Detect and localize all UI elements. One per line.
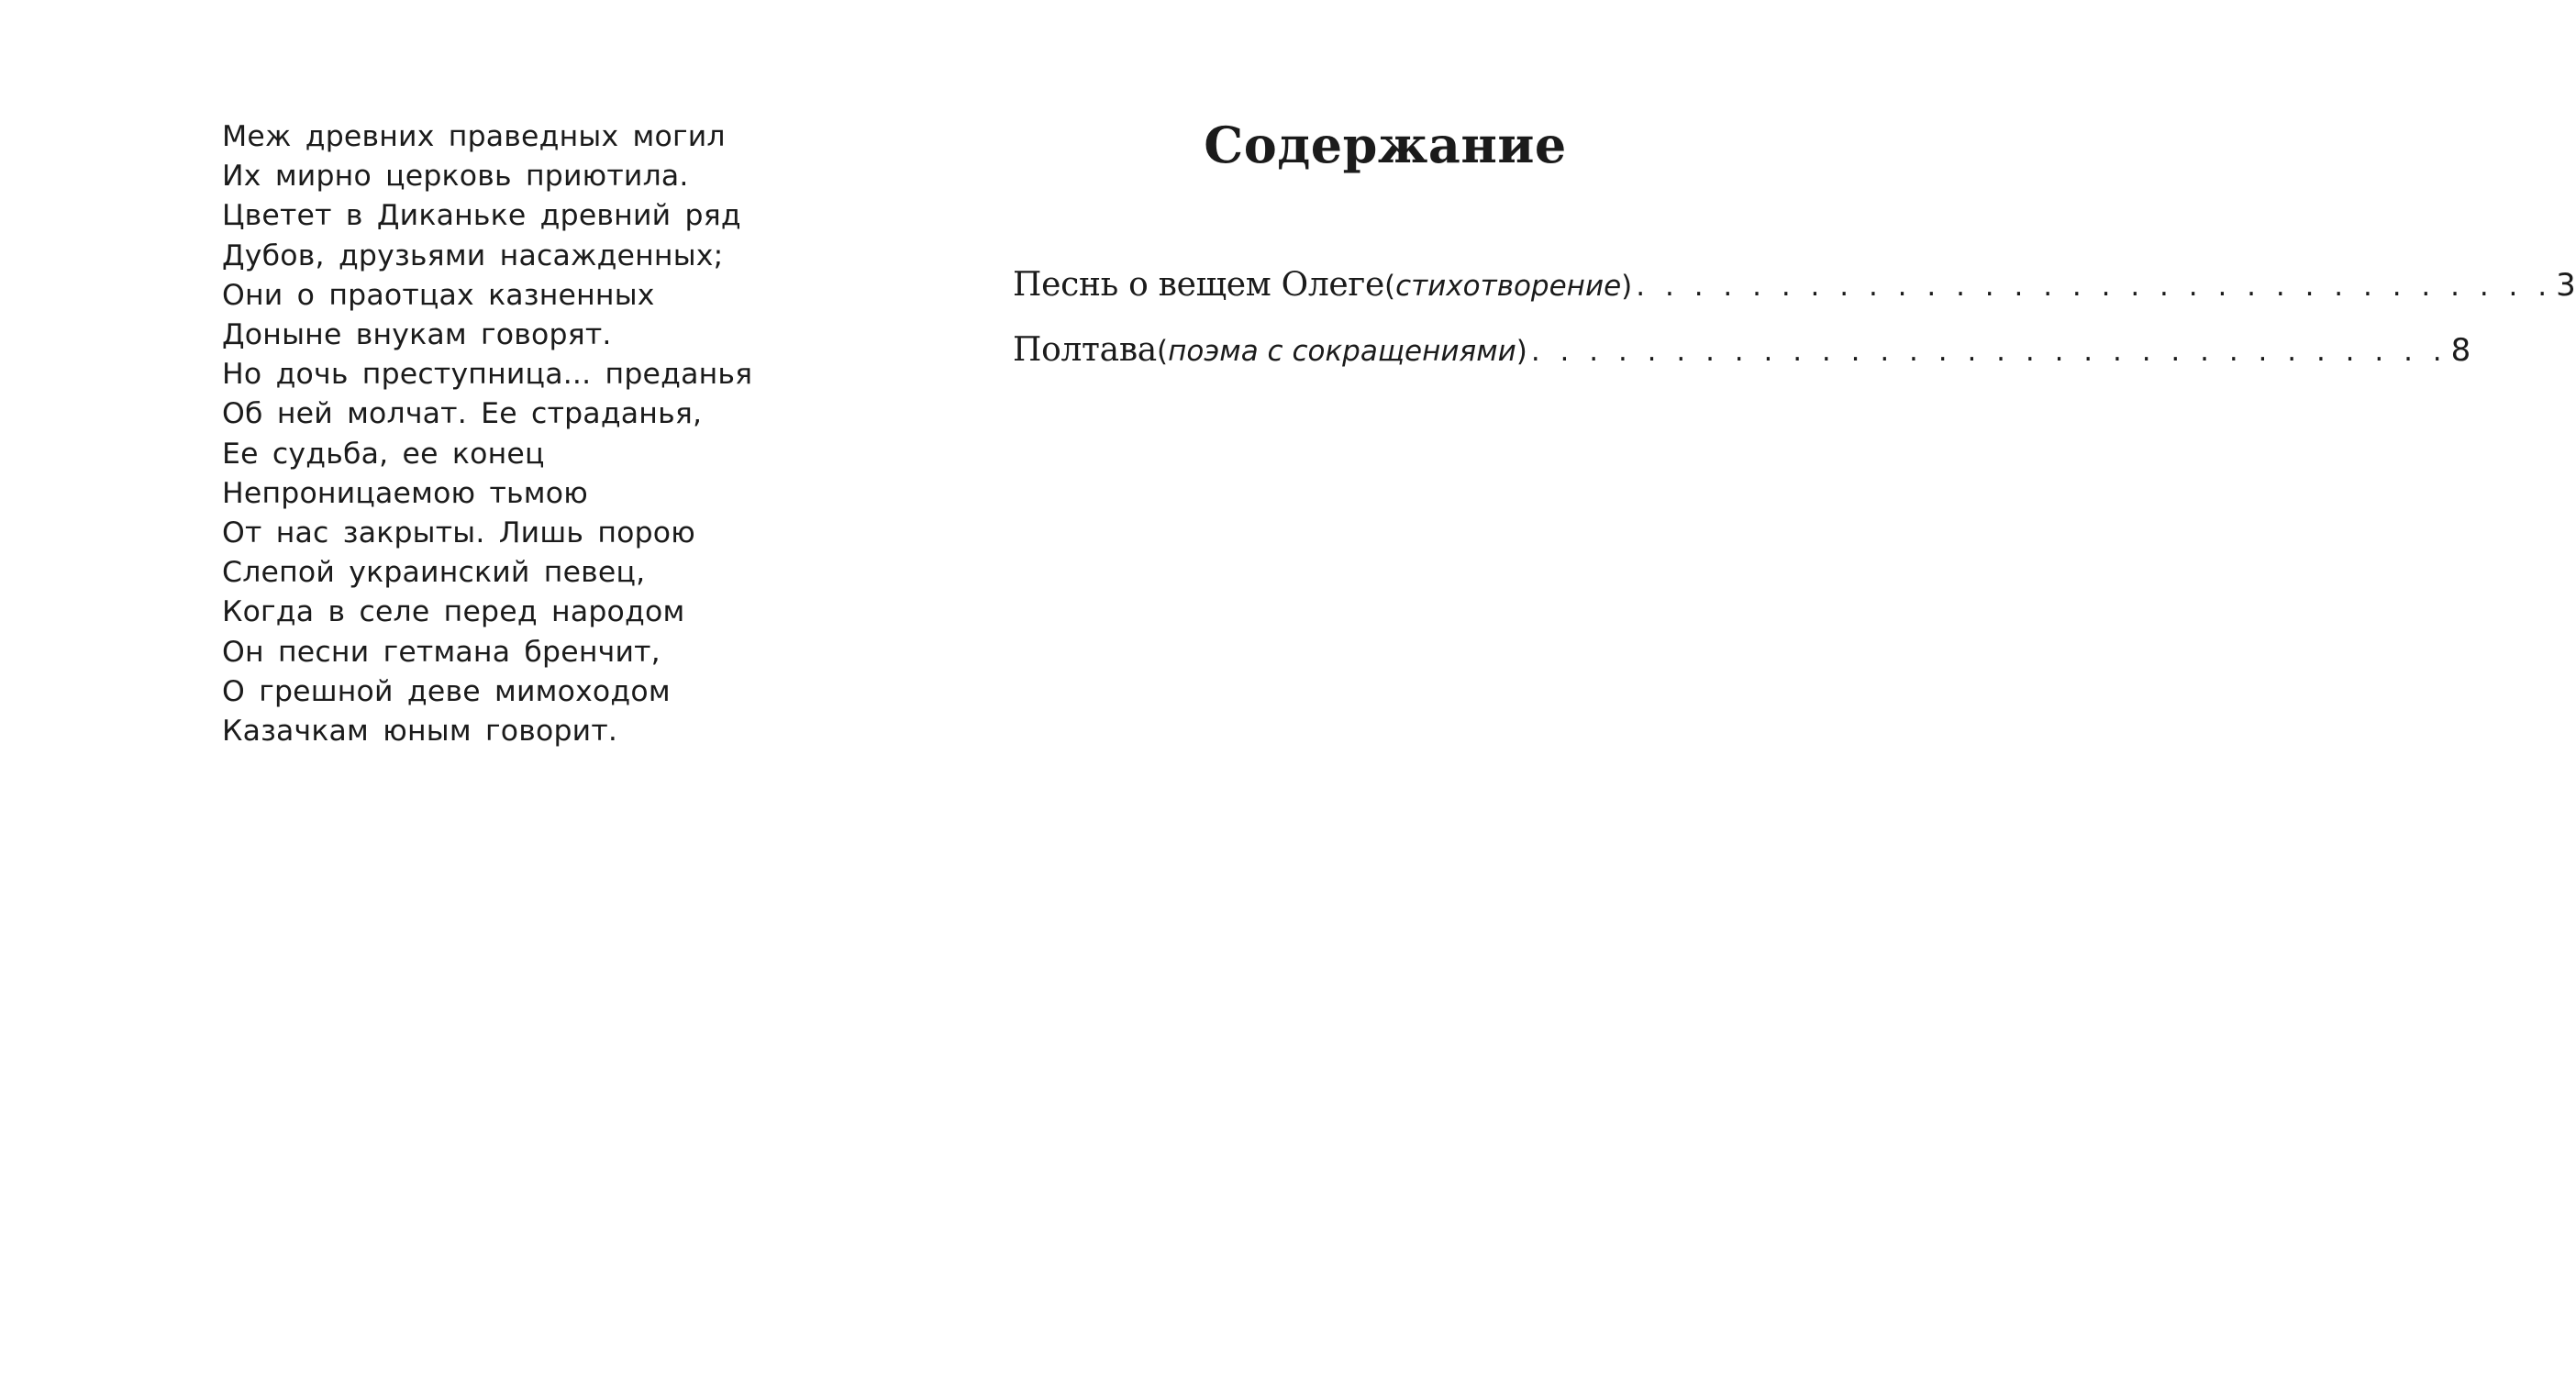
toc-close-paren: ) — [1516, 335, 1527, 368]
poem-line: От нас закрыты. Лишь порою — [222, 516, 695, 550]
poem-line: Цветет в Диканьке древний ряд — [222, 199, 741, 233]
toc-entry-title: Песнь о вещем Олеге — [1013, 266, 1384, 304]
right-page-contents — [1013, 108, 2576, 383]
toc-page-number: 8 — [2450, 332, 2471, 369]
toc-dot-leader: . . . . . . . . . . . . . . . . . . . . . . . . . . . . . . . . — [1636, 270, 2553, 303]
poem-stanza — [222, 117, 791, 751]
contents-heading: Содержание — [1204, 116, 1567, 174]
poem-line: Но дочь преступница... преданья — [222, 358, 753, 392]
poem-line: Непроницаемою тьмою — [222, 476, 588, 510]
toc-entry-pesn-o-veshchem-olege[interactable] — [1013, 253, 2576, 318]
toc-entry-title: Полтава — [1013, 331, 1157, 369]
toc-entry-poltava[interactable] — [1013, 318, 2471, 383]
toc-page-number: 3 — [2556, 267, 2576, 304]
poem-line: Он песни гетмана бренчит, — [222, 635, 661, 669]
poem-line: Они о праотцах казненных — [222, 278, 655, 312]
poem-line: Доныне внукам говорят. — [222, 318, 612, 352]
poem-line: Ее судьба, ее конец — [222, 437, 545, 471]
toc-dot-leader: . . . . . . . . . . . . . . . . . . . . . . . . . . . . . . . . — [1530, 335, 2448, 368]
table-of-contents — [1013, 253, 2576, 383]
left-page — [222, 117, 791, 751]
poem-line: Их мирно церковь приютила. — [222, 160, 689, 194]
toc-open-paren: ( — [1383, 270, 1396, 303]
toc-close-paren: ) — [1621, 270, 1633, 303]
poem-line: Когда в селе перед народом — [222, 595, 685, 629]
toc-entry-genre: поэма с сокращениями — [1168, 335, 1516, 368]
poem-line: Казачкам юным говорит. — [222, 715, 618, 749]
poem-line: Об ней молчат. Ее страданья, — [222, 397, 703, 431]
toc-entry-genre: стихотворение — [1395, 270, 1622, 303]
poem-line: Дубов, друзьями насажденных; — [222, 239, 724, 272]
toc-open-paren: ( — [1156, 335, 1169, 368]
poem-line: О грешной деве мимоходом — [222, 674, 671, 708]
poem-line: Слепой украинский певец, — [222, 556, 646, 590]
poem-line: Меж древних праведных могил — [222, 120, 726, 153]
